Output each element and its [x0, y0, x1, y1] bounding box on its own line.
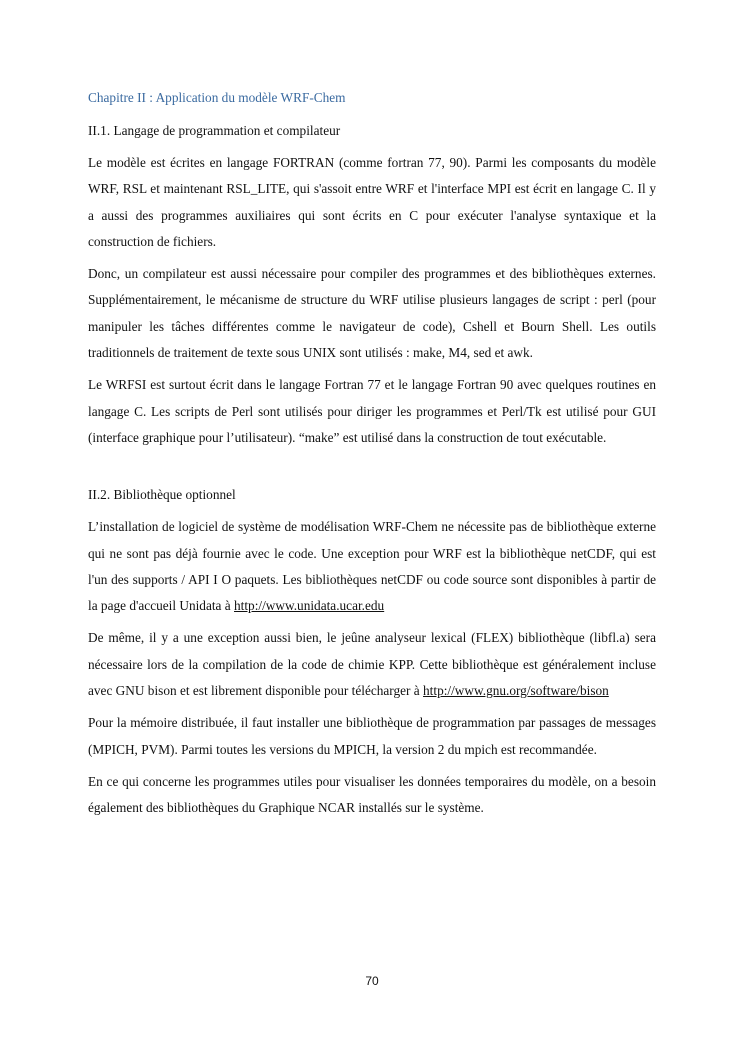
- paragraph: Donc, un compilateur est aussi nécessaire pour compiler des programmes et des bibliothèques externes. Supplémentairement, le mécanisme de structure du WRF utilise plusieurs langages de script : perl (pour manipuler les tâches différentes comme le navigateur de code), Cshell et Bourn Shell. Les outils traditionnels de traitement de texte sous UNIX sont utilisés : make, M4, sed et awk.: [88, 266, 656, 361]
- paragraph: Le modèle est écrites en langage FORTRAN (comme fortran 77, 90). Parmi les composants du modèle WRF, RSL et maintenant RSL_LITE, qui s'assoit entre WRF et l'interface MPI est écrit en langage C. Il y a aussi des programmes auxiliaires qui sont écrits en C pour exécuter l'analyse syntaxique et la construction de fichiers.: [88, 155, 656, 249]
- chapter-title: Chapitre II : Application du modèle WRF-Chem: [88, 90, 346, 105]
- section-heading-2: II.2. Bibliothèque optionnel: [88, 487, 236, 503]
- document-page: [88, 85, 656, 828]
- paragraph: [88, 514, 656, 619]
- paragraph: [88, 625, 656, 704]
- paragraph-text: L’installation de logiciel de système de modélisation WRF-Chem ne nécessite pas de bibliothèque externe qui ne sont pas déjà fournie avec le code. Une exception pour WRF est la bibliothèque netCDF, qui est l'un des supports / API I O paquets. Les bibliothèques netCDF ou code source sont disponibles à partir de la page d'accueil Unidata à: [88, 519, 656, 614]
- paragraph-text: De même, il y a une exception aussi bien, le jeûne analyseur lexical (FLEX) bibliothèque (libfl.a) sera nécessaire lors de la compilation de la code de chimie KPP. Cette bibliothèque est généralement incluse avec GNU bison et est librement disponible pour télécharger à: [88, 630, 656, 699]
- paragraph: En ce qui concerne les programmes utiles pour visualiser les données temporaires du modèle, on a besoin également des bibliothèques du Graphique NCAR installés sur le système.: [88, 773, 656, 816]
- unidata-link[interactable]: http://www.unidata.ucar.edu: [234, 598, 385, 614]
- paragraph: Le WRFSI est surtout écrit dans le langage Fortran 77 et le langage Fortran 90 avec quelques routines en langage C. Les scripts de Perl sont utilisés pour diriger les programmes et Perl/Tk est utilisé pour GUI (interface graphique pour l’utilisateur). “make” est utilisé dans la construction de tout exécutable.: [88, 377, 656, 445]
- section-heading-1: II.1. Langage de programmation et compilateur: [88, 123, 341, 138]
- page-number: 70: [365, 974, 379, 988]
- paragraph: Pour la mémoire distribuée, il faut installer une bibliothèque de programmation par passages de messages (MPICH, PVM). Parmi toutes les versions du MPICH, la version 2 du mpich est recommandée.: [88, 715, 656, 757]
- bison-link[interactable]: http://www.gnu.org/software/bison: [423, 683, 609, 699]
